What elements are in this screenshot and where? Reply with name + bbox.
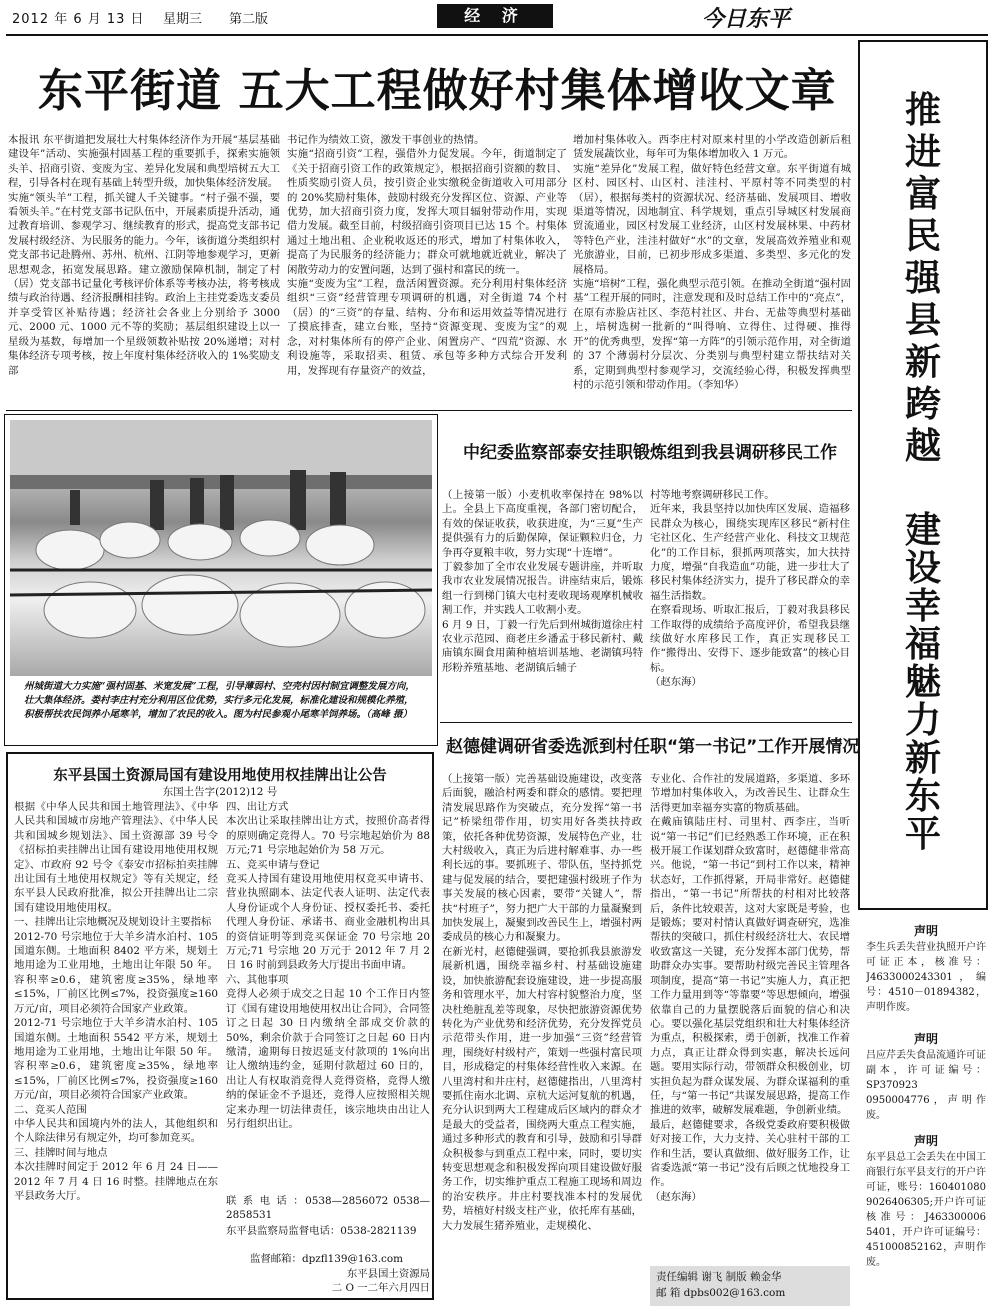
editor-info — [650, 1266, 850, 1306]
statement-body: 东平县总工会丢失在中国工商银行东平县支行的开户许可证，账号：160401080 9026406305;开户许可证核准号：J463300006 5401，开户许可证编号：451000852162，声明作废。 — [866, 1152, 986, 1268]
article2-title: 中纪委监察部泰安挂职锻炼组到我县调研移民工作 — [463, 443, 837, 463]
statement — [866, 922, 986, 1030]
section-label: 经 济 — [437, 4, 553, 28]
lead-col-2: 书记作为绩效工资，激发干事创业的热情。 实施“招商引资”工程，强借外力促发展。今年，街道制定了《关于招商引资工作的政策规定》，根据招商引资额的数目、性质奖励引资人员，按引资企业实缴税金街道收入可用部分的 20%奖励村集体，鼓励村级充分发挥区位、资源、产业等优势，加大招商引资力度，发挥大项目辐射带动作用，实现借力发展。截至目前，村级招商引资项目已达 15 个。村集体通过土地出租、企业税收返还的形式，增加了村集体收入，提高了为民服务的经济能力；群众可就地就近就业，解决了闲散劳动力的安置问题，达到了强村和富民的统一。 实施“变废为宝”工程，盘活闲置资源。充分利用村集体经济组织“三资”经营管理专项调研的机遇，对全街道 74 个村（居）的“三资”的存量、结构、分布和运用效益等情况进行了摸底排查，建立台账，坚持“资源变现、变废为宝”的观念，对村集体所有的停产企业、闲置房产、“四荒”资源、水利设施等，采取招卖、租赁、承包等多种方式综合开发利用，发挥现有存量资产的效益， — [287, 134, 567, 377]
divider — [440, 722, 852, 723]
main-headline: 东平街道 五大工程做好村集体增收文章 — [38, 64, 837, 117]
photo-frame — [4, 414, 438, 746]
slogan-line-2: 建设幸福魅力新东平 — [904, 510, 941, 855]
notice-email: 监督邮箱：dpzfl139@163.com — [250, 1253, 403, 1265]
article2-col-2: 村等地考察调研移民工作。 近年来，我县坚持以加快库区发展、造福移民群众为核心，围绕实现库区移民“新村住宅社区化、生产经营产业化、科技文卫规范化”的工作目标，狠抓两项落实，加大扶持力度，增强“自我造血”功能，进一步壮大了移民村集体经济实力，提升了移民群众的幸福生活指数。 在察看现场、听取汇报后，丁毅对我县移民工作取得的成绩给予高度评价，希望我县继续做好水库移民工作，真正实现移民工作“搬得出、安得下、逐步能致富”的核心目标。 （赵东海） — [650, 489, 850, 689]
statements-column — [866, 922, 986, 1302]
statement — [866, 1132, 986, 1302]
statement-title: 声明 — [913, 924, 938, 938]
notice-col-1: 根据《中华人民共和国土地管理法》、《中华人民共和国城市房地产管理法》、《中华人民共和国城乡规划法》、国土资源部 39 号令《招标拍卖挂牌出让国有建设用地使用权规定》、市政府 92 号令《泰安市招标拍卖挂牌出让国有土地使用权规定》等有关规定，经东平县人民政府批准，拟公开挂牌出让二宗国有建设用地使用权。 一、挂牌出让宗地概况及规划设计主要指标 2012-70 号宗地位于大羊乡清水泊村、105 国道东侧。土地面积 8402 平方米，规划土地用途为工业用地，土地出让年限 50 年。容积率≥0.6，建筑密度≥35%，绿地率≤15%，厂前区比例≤7%，投资强度≥160 万元/亩，项目必须符合国家产业政策。 2012-71 号宗地位于大羊乡清水泊村、105 国道东侧。土地面积 5542 平方米，规划土地用途为工业用地，土地出让年限 50 年。容积率≥0.6，建筑密度≥35%，绿地率≤15%，厂前区比例≤7%，投资强度≥160 万元/亩，项目必须符合国家产业政策。 二、竞买人范围 中华人民共和国境内外的法人，其他组织和个人除法律另有规定外，均可参加竞买。 三、挂牌时间与地点 本次挂牌时间定于 2012 年 6 月 24 日——2012 年 7 月 4 日 16 时整。挂牌地点在东平县政务大厅。 — [14, 801, 218, 1202]
page-header — [0, 0, 992, 36]
land-notice — [6, 752, 434, 1300]
slogan-line-1: 推进富民强县新跨越 — [904, 90, 941, 467]
notice-signer: 东平县国土资源局 — [346, 1268, 430, 1280]
header-rule — [6, 34, 988, 36]
weekday: 星期三 — [163, 12, 203, 27]
slogan-banner — [858, 40, 988, 910]
newspaper-logo: 今日东平 — [702, 7, 791, 32]
lead-col-3: 增加村集体收入。西李庄村对原来村里的小学改造创新后租赁发展蔬饮业，每年可为集体增加收入 1 万元。 实施“差异化”发展工程，做好特色经营文章。东平街道有城区村、园区村、山区村、洼洼村、平原村等不同类型的村（居），根据每类村的资源状况、经济基础、发展项目、增收渠道等情况，因地制宜、科学规划，重点引导城区村发展商贸流通业，园区村发展工业经济，山区村发展林果、中药材等特色产业，洼洼村做好“水”的文章，发展高效养殖业和观光旅游业，目前，已初步形成多渠道、多类型、多元化的发展格局。 实施“培树”工程，强化典型示范引领。在推动全街道“强村固基”工程开展的同时，注意发现和及时总结工作中的“亮点”，在原有赤脸店社区、李范村社区、井台、无盐等典型村基础上，培树选树一批新的“叫得响、立得住、过得硬、推得开”的优秀典型，发挥“第一方阵”的引领示范作用，对全街道的 37 个薄弱村分层次、分类别与典型村建立帮扶结对关系，定期到典型村参观学习，交流经验心得，积极发挥典型村的示范引领和带动作用。（李知华） — [573, 134, 851, 391]
statement-title: 声明 — [913, 1134, 938, 1148]
article3-col-2: 专业化、合作社的发展道路，多渠道、多环节增加村集体收入，为改善民生、让群众生活得更加幸福夯实富的物质基础。 在戴庙镇陆庄村、司里村、西李庄，当听说“第一书记”们已经熟悉工作环境，正在积极开展工作谋划群众致富时，赵德健非常高兴。他说，“第一书记”到村工作以来，精神状态好，工作抓得紧，开局非常好。赵德健指出，“第一书记”所帮扶的村相对比较落后，条件比较艰苦，这对大家既是考验，也是锻炼；要对村情认真做好调查研究，选准帮扶的突破口，抓住村级经济壮大、农民增收致富这一关键，充分发挥本部门优势，帮助群众办实事。要帮助村级完善民主管理各项制度，提高“第一书记”实施人力，真正把工作力量用到等“等靠要”等思想倾向，增强依靠自己的力量摆脱落后面貌的信心和决心。要以强化基层党组织和壮大村集体经济为重点，积极探索，勇于创新，找准工作着力点，真正让群众得到实惠，解决长远问题。要用实际行动，带领群众积极创业，切实担负起为群众谋发展、为群众谋福利的重任，与“第一书记”共谋发展思路，提高工作推进的效率，破解发展难题，争创新业绩。 最后，赵德健要求，各级党委政府要积极做好对接工作，大力支持、关心驻村干部的工作和生活，要认真做细、做好服务工作，让省委选派“第一书记”没有后顾之忧地投身工作。 （赵东海） — [650, 773, 850, 1203]
statement-title: 声明 — [913, 1032, 938, 1046]
notice-monitor-tel: 东平县监察局监督电话：0538-2821139 — [226, 1225, 417, 1237]
issue-date: 2012 年 6 月 13 日 — [12, 12, 145, 27]
article3-title: 赵德健调研省委选派到村任职“第一书记”工作开展情况 — [446, 737, 860, 757]
notice-date: 二 O 一二年六月四日 — [331, 1282, 430, 1294]
divider — [6, 410, 852, 411]
edition: 第二版 — [229, 12, 269, 27]
editor-email: 邮 箱 dpbs002@163.com — [656, 1287, 786, 1299]
article3-col-1: （上接第一版）完善基础设施建设，改变落后面貌，融洽村两委和群众的感情。要把理清发展思路作为突破点，充分发挥“第一书记”桥梁纽带作用，切实用好各类扶持政策，依托各种优势资源，发展特色产业，壮大村级收入，真正为后进村解难事、办一些利长远的事。要抓班子、带队伍，坚持抓党建与促发展的结合，要把建强村级班子作为事关发展的核心因素，要带“关键人”，帮扶“村班子”，努力把广大干部的力量凝聚到加快发展上，凝聚到改善民生上，增强村两委成员的核心力和凝聚力。 在新光村，赵德健强调，要抢抓我县旅游发展新机遇，围绕幸福乡村、村基础设施建设，加快旅游配套设施建设，进一步提高服务和管理水平，加大村容村貌整治力度，坚决杜绝脏乱差等现象，尽快把旅游资源优势转化为产业优势和经济优势，充分发挥党员示范带头作用，进一步加强“三资”经营管理，围绕好村级村产，策划一些强村富民项目，形成稳定的村集体经营性收入来源。在八里湾村和井庄村，赵德健指出，八里湾村要抓住南水北调、京杭大运河复航的机遇，充分认识到两大工程建成后区域内的群众才是最大的受益者，围绕两大重点工程实施，通过多种形式的教育和引导，鼓励和引导群众积极参与到重点工程中来，同时，要切实转变思想观念和积极发挥向项目建设做好服务工作，切实维护重点工程施工现场和周边的治安秩序。井庄村要找准本村的发展优势，培植好村级支柱产业，依托库有基础，大力发展生猪养殖业，走规模化、 — [442, 773, 642, 1232]
photo-caption: 州城街道大力实施“强村固基、米宽发展”工程，引导薄弱村、空壳村因村制宜调整发展方向，壮大集体经济。娄村李庄村充分利用区位优势，实行多元化发展，标准化建设和规模化养殖，积极帮扶农民饲养小尾寒羊，增加了农民的收入。图为村民参观小尾寒羊饲养场。（高峰 摄） — [24, 681, 415, 720]
notice-tel: 联 系 电 话 ：0538—2856072 0538—2858531 — [226, 1195, 430, 1222]
lead-col-1: 本报讯 东平街道把发展壮大村集体经济作为开展“基层基础建设年”活动、实施强村固基工程的重要抓手，探索实施领头羊、招商引资、变废为宝、差异化发展和典型培树五大工程，引导各村在现有基础上转型升级，加快集体经济发展。 实施“领头羊”工程，抓关键人千关键事。“村子强不强，要看领头羊。”在村党支部书记队伍中，开展素质提升活动，通过教育培训、参观学习、继续教育的形式，提高党支部书记发展村级经济、为民服务的能力。今年，该街道分类组织村党支部书记赴腾州、苏州、杭州、江阴等地参观学习，更新思想观念，拓宽发展思路。建立激励保障机制，制定了村（居）党支部书记量化考核评价体系等考核办法，将考核成绩与政治待遇、经济报酬相挂钩。政治上主挂党委选支委员并享受管区补贴待遇；经济社会各业上分别给予 3000 元、2000 元、1000 元不等的奖励；基层组织建设上以一星级为基数，每增加一个星级领数补贴按 20%递增；对村集体经济专项考核，按上年度村集体经济收入的 1%奖励支部 — [8, 134, 280, 377]
statement-body: 吕应芹丢失食品流通许可证副本，许可证编号：SP370923 0950004776，声明作废。 — [866, 1050, 986, 1121]
notice-subtitle: 东国土告字(2012)12 号 — [162, 786, 278, 798]
notice-title: 东平县国土资源局国有建设用地使用权挂牌出让公告 — [53, 768, 387, 784]
statement — [866, 1030, 986, 1138]
statement-body: 李生兵丢失营业执照开户许可证正本，核准号：J4633000243301，编号：4510－01894382，声明作废。 — [866, 942, 986, 1013]
article2-col-1: （上接第一版）小麦机收率保持在 98%以上。全县上下高度重视，各部门密切配合，有效的保证收获，收获进度，为“三夏”生产提供强有力的后勤保障，保证颗粒归仓，力争再夺夏粮丰收，努力实现“十连增”。 丁毅参加了全市农业发展专题讲座，并听取我市农业发展情况报告。讲座结束后，锻炼组一行到梯门镇大屯村麦收现场观摩机械收割工作，并实践人工收割小麦。 6 月 9 日，丁毅一行先后到州城街道徐庄村农业示范园、商老庄乡潘孟于移民新村、戴庙镇东圈食用菌种植培训基地、老湖镇玛特形粉养殖基地、老湖镇后辅子 — [442, 489, 643, 674]
notice-col-2: 四、出让方式 本次出让采取挂牌出让方式，按照价高者得的原则确定竞得人。70 号宗地起始价为 88 万元;71 号宗地起始价为 58 万元。 五、竞买申请与登记 竞买人持国有建设用地使用权竞买申请书、营业执照副本、法定代表人证明、法定代表人身份证或个人身份证、授权委托书、委托代理人身份证、承诺书、商业金融机构出具的资信证明等到竞买保证金 70 号宗地 20 万元;71 号宗地 20 万元于 2012 年 7 月 2 日 16 时前到县政务大厅提出书面申请。 六、其他事项 竞得人必须于成交之日起 10 个工作日内签订《国有建设用地使用权出让合同》，合同签订之日起 30 日内缴纳全部成交价款的 50%，剩余价款于合同签订之日起 60 日内缴清，逾期每日按迟延支付款项的 1%向出让人缴纳违约金，延期付款超过 60 日的，出让人有权取消竞得人竞得资格，竞得人缴纳的保证金不予退还，竞得人应按照相关规定来办理一切法律责任，该宗地块由出让人另行组织出让。 — [226, 801, 430, 1130]
editor-line: 责任编辑 谢飞 制版 赖金华 — [656, 1271, 782, 1283]
